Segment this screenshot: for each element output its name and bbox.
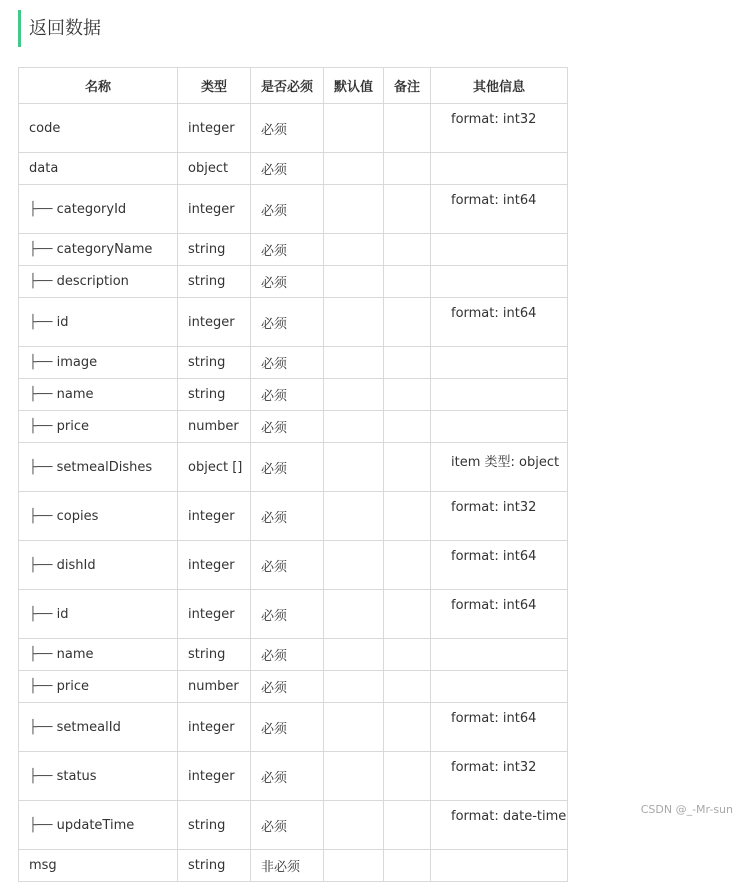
table-row xyxy=(19,234,568,266)
param-required: 必须 xyxy=(251,492,324,541)
watermark: CSDN @_-Mr-sun xyxy=(640,803,733,816)
table-row xyxy=(19,266,568,298)
tree-branch-icon: ├── xyxy=(29,419,57,434)
param-name-cell xyxy=(19,850,178,882)
param-default xyxy=(324,492,384,541)
param-required: 必须 xyxy=(251,671,324,703)
table-row xyxy=(19,492,568,541)
param-name-cell xyxy=(19,379,178,411)
param-default xyxy=(324,411,384,443)
table-row xyxy=(19,443,568,492)
param-remark xyxy=(384,379,431,411)
param-default xyxy=(324,379,384,411)
param-remark xyxy=(384,347,431,379)
tree-branch-icon: ├── xyxy=(29,606,57,622)
param-name: code xyxy=(29,120,61,136)
param-type: integer xyxy=(178,104,251,153)
table-row xyxy=(19,153,568,185)
param-remark xyxy=(384,801,431,850)
param-remark xyxy=(384,492,431,541)
param-required: 必须 xyxy=(251,703,324,752)
param-other-info xyxy=(431,411,568,443)
param-name-cell xyxy=(19,492,178,541)
param-other-info: format: int32 xyxy=(431,104,568,153)
param-other-info: format: int32 xyxy=(431,752,568,801)
param-default xyxy=(324,347,384,379)
param-type: string xyxy=(178,347,251,379)
param-other-info xyxy=(431,347,568,379)
param-required: 必须 xyxy=(251,411,324,443)
param-other-info: item 类型: object xyxy=(431,443,568,492)
param-required: 必须 xyxy=(251,347,324,379)
param-remark xyxy=(384,752,431,801)
param-name-cell xyxy=(19,104,178,153)
param-required: 必须 xyxy=(251,379,324,411)
param-type: string xyxy=(178,850,251,882)
table-row xyxy=(19,703,568,752)
param-type: string xyxy=(178,801,251,850)
param-default xyxy=(324,590,384,639)
param-name: copies xyxy=(56,508,99,524)
param-remark xyxy=(384,671,431,703)
param-default xyxy=(324,850,384,882)
param-required: 必须 xyxy=(251,639,324,671)
param-remark xyxy=(384,639,431,671)
param-name-cell xyxy=(19,266,178,298)
param-remark xyxy=(384,443,431,492)
param-other-info: format: int64 xyxy=(431,298,568,347)
param-remark xyxy=(384,298,431,347)
param-name: setmealId xyxy=(56,719,121,735)
table-row xyxy=(19,185,568,234)
param-type: string xyxy=(178,379,251,411)
param-name: description xyxy=(56,274,129,289)
param-other-info xyxy=(431,234,568,266)
param-required: 必须 xyxy=(251,153,324,185)
param-remark xyxy=(384,104,431,153)
param-name-cell xyxy=(19,443,178,492)
param-type: string xyxy=(178,639,251,671)
param-name: name xyxy=(56,387,94,402)
param-type: string xyxy=(178,234,251,266)
param-default xyxy=(324,639,384,671)
header-name: 名称 xyxy=(19,68,178,104)
param-name-cell xyxy=(19,671,178,703)
tree-branch-icon: ├── xyxy=(29,647,57,662)
tree-branch-icon: ├── xyxy=(29,314,57,330)
param-required: 非必须 xyxy=(251,850,324,882)
param-name: msg xyxy=(29,858,57,873)
param-name: name xyxy=(56,647,94,662)
table-row xyxy=(19,752,568,801)
tree-branch-icon: ├── xyxy=(29,387,57,402)
table-row xyxy=(19,590,568,639)
param-name-cell xyxy=(19,153,178,185)
param-name-cell xyxy=(19,752,178,801)
param-default xyxy=(324,234,384,266)
param-type: integer xyxy=(178,703,251,752)
tree-branch-icon: ├── xyxy=(29,768,57,784)
param-name: id xyxy=(56,314,69,330)
param-required: 必须 xyxy=(251,185,324,234)
param-remark xyxy=(384,703,431,752)
tree-branch-icon: ├── xyxy=(29,201,57,217)
param-type: number xyxy=(178,671,251,703)
param-required: 必须 xyxy=(251,801,324,850)
param-remark xyxy=(384,850,431,882)
tree-branch-icon: ├── xyxy=(29,242,57,257)
param-name: data xyxy=(29,161,59,176)
param-name-cell xyxy=(19,234,178,266)
tree-branch-icon: ├── xyxy=(29,679,57,694)
param-name-cell xyxy=(19,639,178,671)
param-other-info: format: int64 xyxy=(431,590,568,639)
param-required: 必须 xyxy=(251,541,324,590)
tree-branch-icon: ├── xyxy=(29,355,57,370)
param-name-cell xyxy=(19,298,178,347)
table-row xyxy=(19,541,568,590)
param-other-info xyxy=(431,266,568,298)
param-remark xyxy=(384,266,431,298)
tree-branch-icon: ├── xyxy=(29,557,57,573)
param-name-cell xyxy=(19,590,178,639)
param-type: integer xyxy=(178,298,251,347)
param-type: string xyxy=(178,266,251,298)
table-header-row xyxy=(19,68,568,104)
param-remark xyxy=(384,185,431,234)
param-remark xyxy=(384,411,431,443)
tree-branch-icon: ├── xyxy=(29,719,57,735)
param-remark xyxy=(384,590,431,639)
param-type: integer xyxy=(178,590,251,639)
param-name: setmealDishes xyxy=(56,459,153,475)
param-required: 必须 xyxy=(251,590,324,639)
header-other: 其他信息 xyxy=(431,68,568,104)
param-other-info: format: int64 xyxy=(431,185,568,234)
param-name-cell xyxy=(19,411,178,443)
param-name: id xyxy=(56,606,69,622)
param-required: 必须 xyxy=(251,266,324,298)
param-name: image xyxy=(56,355,98,370)
param-required: 必须 xyxy=(251,298,324,347)
table-row xyxy=(19,850,568,882)
header-default: 默认值 xyxy=(324,68,384,104)
param-default xyxy=(324,671,384,703)
tree-branch-icon: ├── xyxy=(29,459,57,475)
param-other-info xyxy=(431,850,568,882)
param-default xyxy=(324,443,384,492)
table-row xyxy=(19,347,568,379)
table-body xyxy=(19,104,568,882)
table-row xyxy=(19,639,568,671)
table-row xyxy=(19,671,568,703)
param-other-info xyxy=(431,379,568,411)
response-params-table xyxy=(18,67,568,882)
table-row xyxy=(19,411,568,443)
param-name: price xyxy=(56,419,89,434)
param-default xyxy=(324,752,384,801)
param-other-info: format: date-time xyxy=(431,801,568,850)
header-type: 类型 xyxy=(178,68,251,104)
param-remark xyxy=(384,541,431,590)
param-default xyxy=(324,703,384,752)
param-default xyxy=(324,801,384,850)
param-remark xyxy=(384,234,431,266)
param-type: number xyxy=(178,411,251,443)
param-name-cell xyxy=(19,347,178,379)
param-other-info: format: int32 xyxy=(431,492,568,541)
tree-branch-icon: ├── xyxy=(29,274,57,289)
tree-branch-icon: ├── xyxy=(29,508,57,524)
param-name: categoryId xyxy=(56,201,127,217)
tree-branch-icon: ├── xyxy=(29,817,57,833)
param-other-info: format: int64 xyxy=(431,703,568,752)
param-default xyxy=(324,266,384,298)
param-name: status xyxy=(56,768,97,784)
table-row xyxy=(19,801,568,850)
param-default xyxy=(324,185,384,234)
param-default xyxy=(324,541,384,590)
param-type: integer xyxy=(178,752,251,801)
param-type: integer xyxy=(178,541,251,590)
param-other-info: format: int64 xyxy=(431,541,568,590)
param-other-info xyxy=(431,639,568,671)
header-remark: 备注 xyxy=(384,68,431,104)
param-type: object xyxy=(178,153,251,185)
param-name: categoryName xyxy=(56,242,153,257)
param-type: object [] xyxy=(178,443,251,492)
param-name: price xyxy=(56,679,89,694)
param-other-info xyxy=(431,671,568,703)
param-name-cell xyxy=(19,703,178,752)
param-required: 必须 xyxy=(251,752,324,801)
param-default xyxy=(324,104,384,153)
param-default xyxy=(324,298,384,347)
param-name: updateTime xyxy=(56,817,135,833)
table-row xyxy=(19,298,568,347)
param-required: 必须 xyxy=(251,234,324,266)
param-remark xyxy=(384,153,431,185)
param-other-info xyxy=(431,153,568,185)
param-type: integer xyxy=(178,185,251,234)
param-name-cell xyxy=(19,801,178,850)
param-default xyxy=(324,153,384,185)
param-name-cell xyxy=(19,541,178,590)
table-row xyxy=(19,379,568,411)
param-required: 必须 xyxy=(251,104,324,153)
param-type: integer xyxy=(178,492,251,541)
param-name-cell xyxy=(19,185,178,234)
table-row xyxy=(19,104,568,153)
param-name: dishId xyxy=(56,557,96,573)
section-title: 返回数据 xyxy=(18,10,101,47)
param-required: 必须 xyxy=(251,443,324,492)
header-required: 是否必须 xyxy=(251,68,324,104)
